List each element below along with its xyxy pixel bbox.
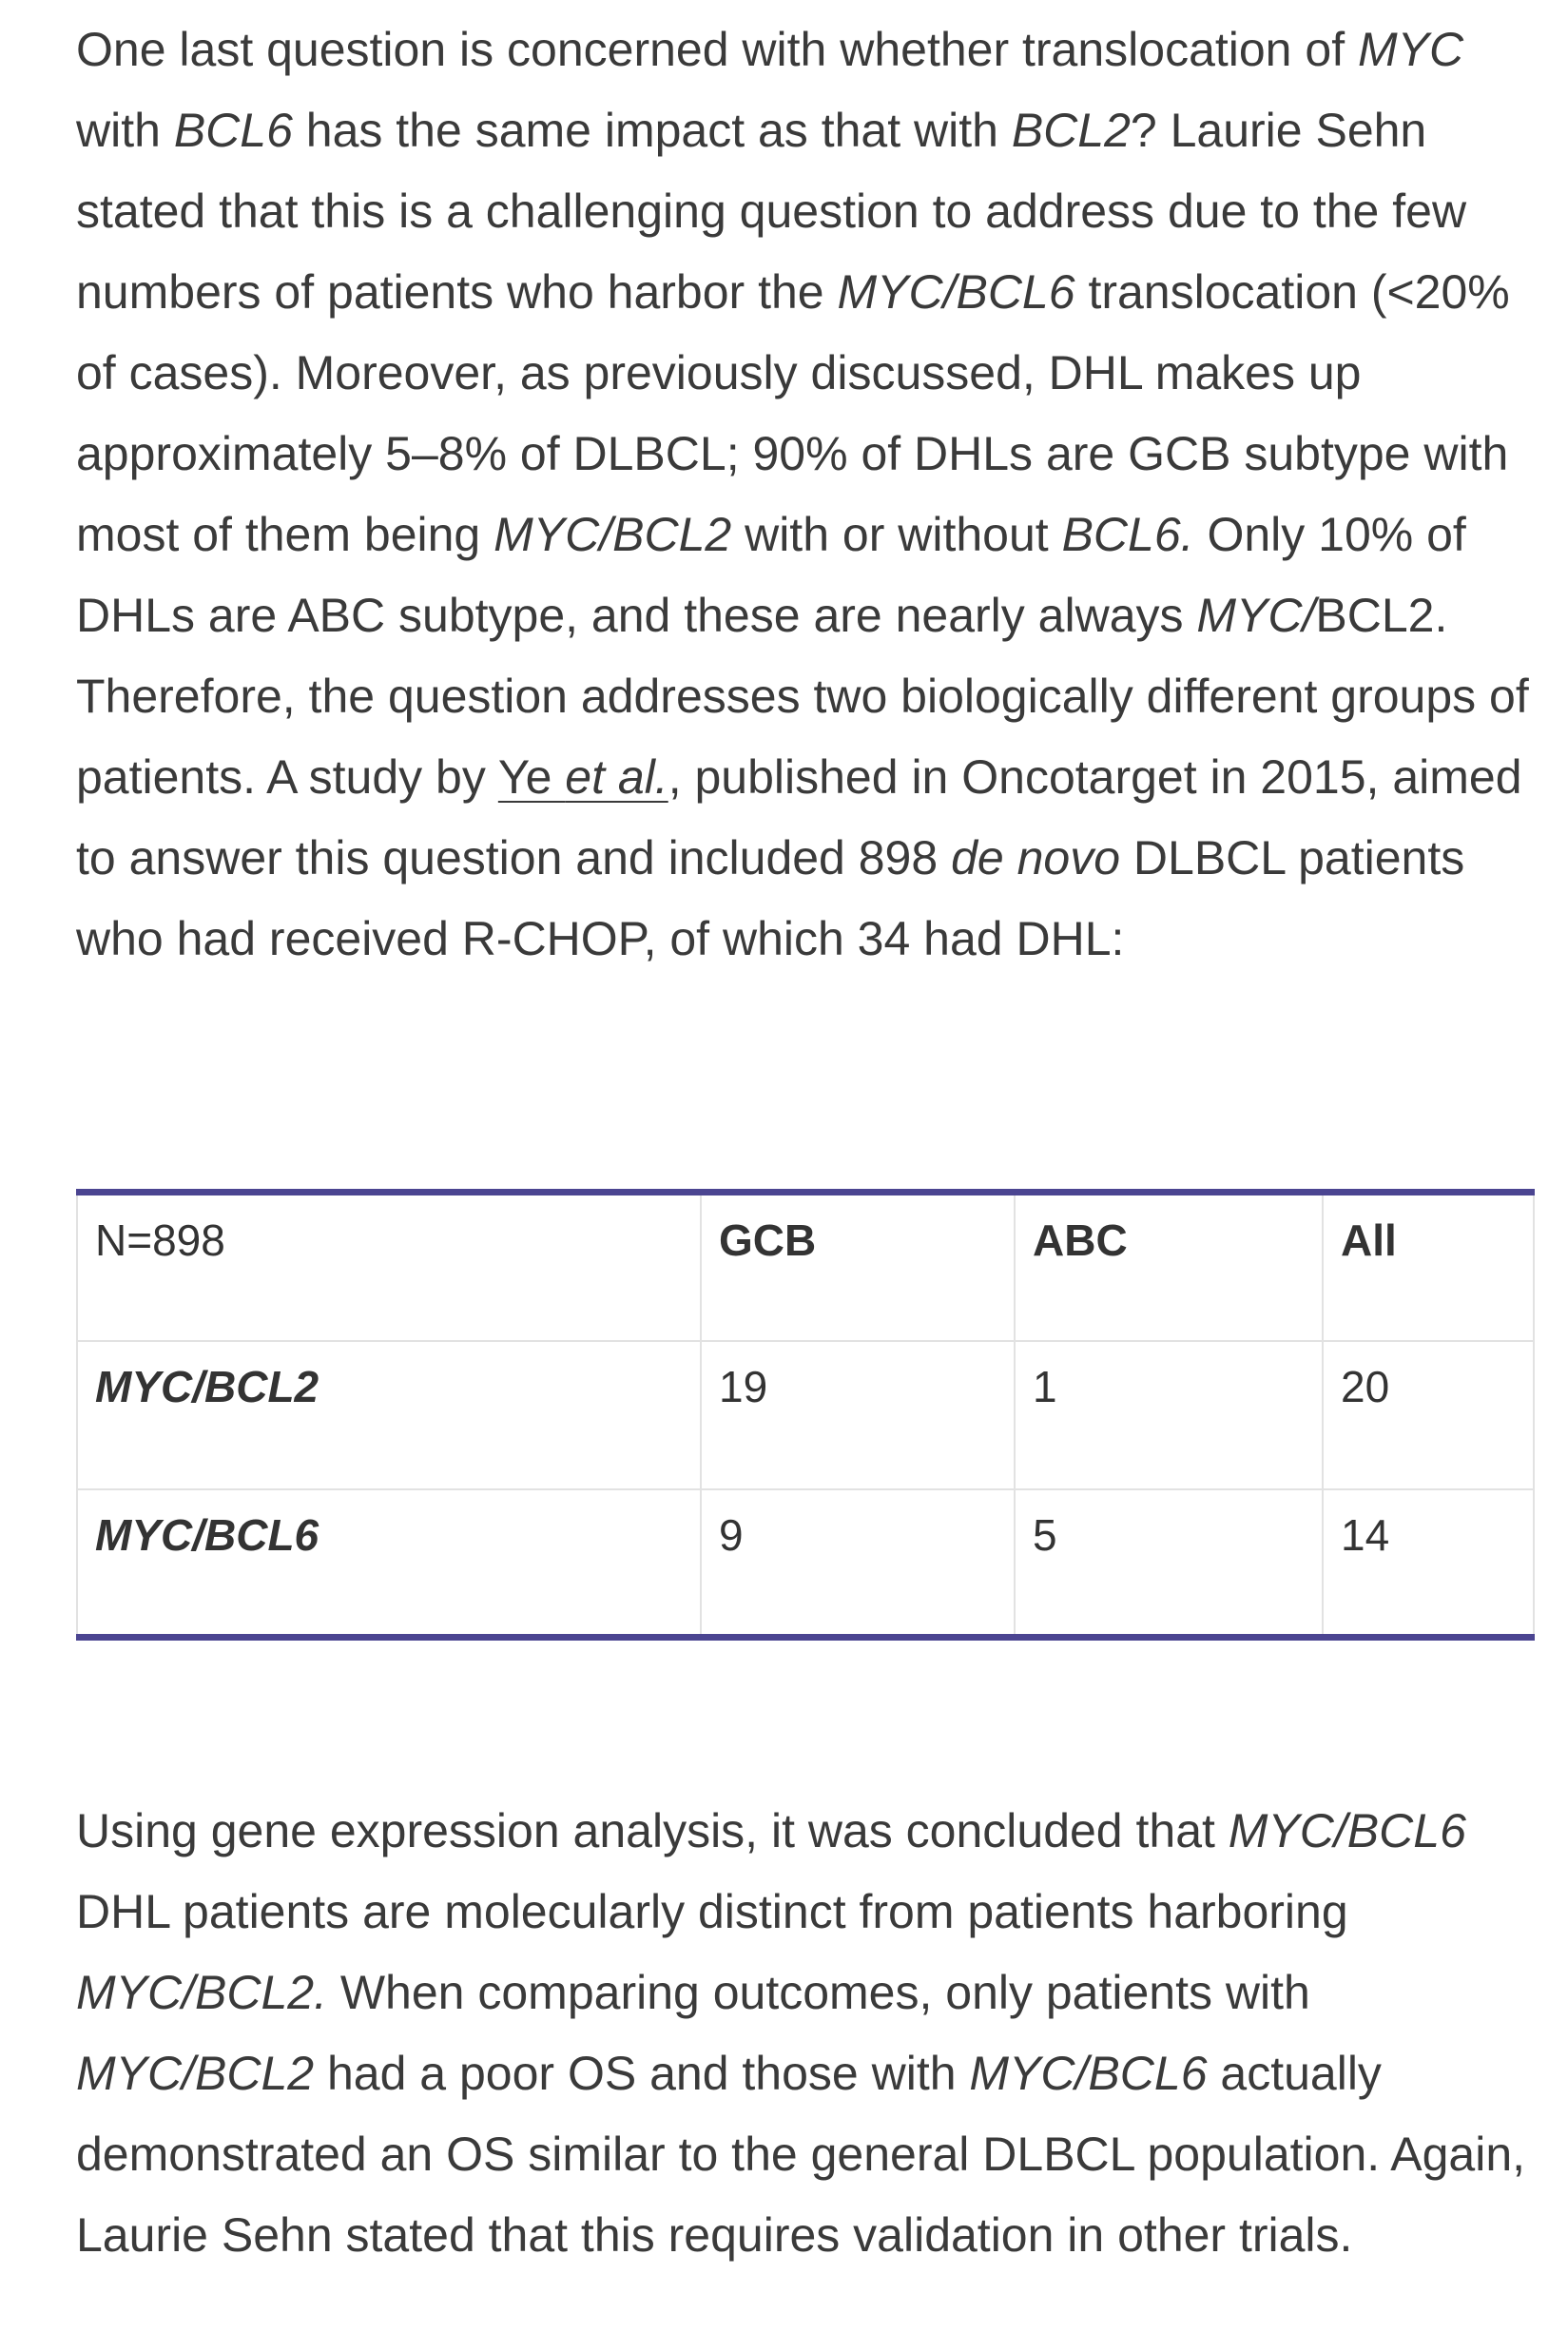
row-label: MYC/BCL2 bbox=[77, 1341, 701, 1489]
row-label: MYC/BCL6 bbox=[77, 1489, 701, 1638]
header-abc: ABC bbox=[1015, 1193, 1323, 1341]
text-run: translocation (<20% of cases). Moreover, as previously discussed, DHL makes up approximately 5–8% of DLBCL; 90% of DHLs are GCB subtype with most of them being bbox=[76, 265, 1510, 561]
table-header-row bbox=[77, 1193, 1534, 1341]
text-run: ? Laurie Sehn stated that this is a challenging question to address due to the few numbers of patients who harbor the bbox=[76, 104, 1467, 319]
text-run: , published in Oncotarget in 2015, aimed to answer this question and included 898 bbox=[76, 750, 1522, 884]
gene-name: MYC/BCL6 bbox=[969, 2047, 1208, 2100]
dhl-subtype-table bbox=[76, 1189, 1533, 1641]
gene-name: MYC/BCL2. bbox=[76, 1966, 327, 2019]
cell-all: 20 bbox=[1323, 1341, 1534, 1489]
gene-name: MYC bbox=[1357, 23, 1464, 76]
paragraph-conclusion bbox=[76, 1791, 1540, 2276]
link-text: Ye bbox=[497, 750, 566, 804]
text-run: One last question is concerned with whether translocation of bbox=[76, 23, 1358, 76]
cell-gcb: 9 bbox=[701, 1489, 1015, 1638]
gene-name: BCL6 bbox=[173, 104, 293, 157]
text-run: has the same impact as that with bbox=[292, 104, 1012, 157]
reference-link-ye-et-al[interactable] bbox=[498, 750, 668, 804]
text-run: DHL patients are molecularly distinct from patients harboring bbox=[76, 1885, 1348, 1938]
header-corner: N=898 bbox=[77, 1193, 701, 1341]
header-all: All bbox=[1323, 1193, 1534, 1341]
gene-name: MYC/BCL6 bbox=[837, 265, 1075, 319]
table-row bbox=[77, 1341, 1534, 1489]
cell-all: 14 bbox=[1323, 1489, 1534, 1638]
gene-name: MYC/BCL2 bbox=[494, 508, 732, 561]
header-gcb: GCB bbox=[701, 1193, 1015, 1341]
text-run: Only 10% of DHLs are ABC subtype, and these are nearly always bbox=[76, 508, 1466, 642]
gene-name: MYC/BCL6 bbox=[1228, 1804, 1466, 1857]
text-run: with bbox=[76, 104, 174, 157]
gene-name: BCL6. bbox=[1061, 508, 1194, 561]
italic-term: de novo bbox=[951, 831, 1121, 884]
data-table bbox=[76, 1189, 1535, 1641]
text-run: Using gene expression analysis, it was concluded that bbox=[76, 1804, 1229, 1857]
text-run: When comparing outcomes, only patients with bbox=[326, 1966, 1310, 2019]
gene-name: MYC/BCL2 bbox=[76, 2047, 315, 2100]
table-row bbox=[77, 1489, 1534, 1638]
cell-abc: 5 bbox=[1015, 1489, 1323, 1638]
text-run: with or without bbox=[731, 508, 1062, 561]
cell-abc: 1 bbox=[1015, 1341, 1323, 1489]
gene-name: MYC/ bbox=[1196, 589, 1316, 642]
text-run: DLBCL patients who had received R-CHOP, of which 34 had DHL: bbox=[76, 831, 1465, 965]
text-run: actually demonstrated an OS similar to the general DLBCL population. Again, Laurie Sehn stated that this requires validation in other trials. bbox=[76, 2047, 1526, 2262]
cell-gcb: 19 bbox=[701, 1341, 1015, 1489]
gene-name: BCL2 bbox=[1011, 104, 1131, 157]
text-run: BCL2. Therefore, the question addresses two biologically different groups of patients. A study by bbox=[76, 589, 1529, 804]
text-run: had a poor OS and those with bbox=[314, 2047, 970, 2100]
link-text-italic: et al. bbox=[565, 750, 668, 804]
paragraph-intro bbox=[76, 10, 1540, 980]
